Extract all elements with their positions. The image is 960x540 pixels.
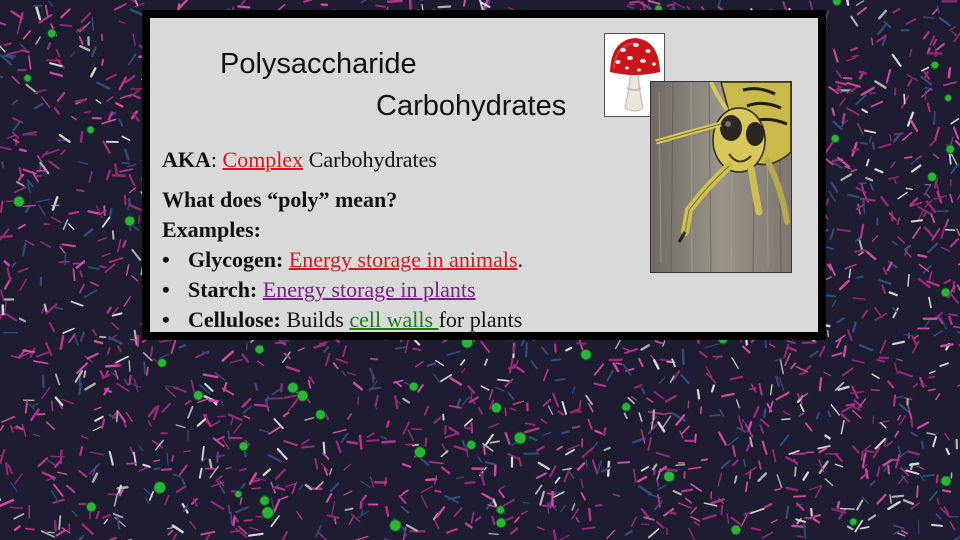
molecule-bond: [74, 269, 75, 280]
aka-colon: :: [210, 147, 223, 172]
molecule-bond: [547, 493, 555, 494]
molecule-bond: [795, 467, 796, 475]
molecule-bond: [102, 35, 103, 40]
molecule-bond: [794, 496, 806, 497]
molecule-bond: [65, 253, 66, 264]
aka-rest: Carbohydrates: [303, 147, 437, 172]
molecule-bond: [255, 405, 266, 406]
molecule-atom: [194, 391, 204, 401]
molecule-atom: [87, 126, 95, 134]
molecule-bond: [589, 509, 590, 520]
molecule-bond: [231, 512, 232, 524]
molecule-bond: [233, 518, 234, 526]
bullet-tail: for plants: [438, 307, 523, 332]
molecule-bond: [825, 295, 835, 296]
molecule-bond: [859, 183, 866, 184]
molecule-atom: [941, 288, 950, 297]
molecule-bond: [465, 482, 474, 483]
molecule-bond: [555, 345, 556, 352]
molecule-bond: [302, 446, 314, 447]
molecule-bond: [489, 534, 498, 535]
molecule-atom: [664, 471, 675, 482]
bullet-glyph: •: [162, 277, 170, 302]
molecule-atom: [154, 482, 166, 494]
molecule-bond: [954, 327, 960, 328]
molecule-bond: [183, 479, 185, 484]
molecule-bond: [79, 384, 81, 394]
molecule-bond: [2, 162, 3, 167]
molecule-bond: [281, 340, 288, 341]
molecule-bond: [949, 314, 957, 315]
molecule-bond: [108, 494, 120, 495]
molecule-atom: [235, 491, 242, 498]
molecule-atom: [945, 95, 952, 102]
molecule-bond: [596, 505, 602, 506]
molecule-bond: [100, 337, 105, 338]
molecule-bond: [941, 344, 952, 346]
molecule-bond: [348, 442, 357, 444]
bullet-highlight: cell walls: [349, 307, 439, 332]
molecule-bond: [844, 78, 852, 79]
molecule-bond: [698, 390, 699, 398]
bullet-term: Cellulose:: [188, 307, 281, 332]
molecule-bond: [505, 408, 506, 415]
bullet-term: Glycogen:: [188, 247, 284, 272]
molecule-bond: [226, 468, 231, 469]
molecule-bond: [668, 4, 675, 5]
molecule-bond: [125, 196, 126, 205]
molecule-bond: [84, 371, 85, 377]
molecule-bond: [787, 507, 789, 518]
molecule-bond: [702, 459, 707, 460]
molecule-bond: [604, 429, 605, 435]
molecule-bond: [0, 456, 2, 457]
molecule-bond: [162, 469, 171, 470]
poly-question: What does “poly” mean?: [162, 187, 398, 212]
molecule-atom: [125, 216, 135, 226]
molecule-atom: [581, 349, 592, 360]
molecule-bond: [912, 220, 922, 221]
molecule-bond: [360, 436, 361, 449]
molecule-bond: [210, 460, 212, 469]
molecule-bond: [20, 150, 26, 151]
molecule-bond: [61, 450, 62, 463]
aka-highlight: Complex: [222, 147, 304, 172]
molecule-bond: [610, 360, 622, 361]
molecule-bond: [764, 409, 765, 417]
molecule-bond: [324, 443, 325, 454]
molecule-bond: [106, 366, 120, 367]
molecule-bond: [857, 277, 862, 278]
molecule-bond: [676, 465, 684, 466]
molecule-bond: [59, 516, 60, 529]
molecule-bond: [244, 520, 252, 521]
molecule-bond: [206, 414, 207, 422]
molecule-bond: [905, 157, 912, 158]
molecule-bond: [117, 517, 119, 529]
molecule-bond: [129, 376, 130, 385]
molecule-atom: [255, 345, 264, 354]
molecule-bond: [52, 401, 53, 411]
molecule-bond: [10, 507, 22, 508]
bullet-term: Starch:: [188, 277, 258, 302]
molecule-bond: [750, 388, 756, 389]
molecule-bond: [514, 343, 515, 352]
slide-title-line-1: Polysaccharide: [220, 48, 417, 80]
molecule-bond: [238, 6, 249, 7]
molecule-bond: [426, 479, 436, 480]
molecule-atom: [928, 172, 937, 181]
molecule-bond: [792, 454, 805, 455]
molecule-atom: [316, 410, 326, 420]
molecule-bond: [828, 331, 829, 337]
molecule-bond: [586, 460, 587, 466]
molecule-bond: [252, 488, 260, 489]
molecule-bond: [924, 17, 934, 18]
molecule-bond: [498, 380, 509, 381]
molecule-atom: [24, 74, 32, 82]
molecule-bond: [60, 25, 71, 26]
molecule-bond: [144, 362, 145, 374]
molecule-atom: [390, 520, 402, 532]
molecule-bond: [919, 255, 927, 257]
molecule-bond: [910, 464, 918, 465]
molecule-bond: [43, 376, 44, 387]
bullet-highlight: Energy storage in plants: [262, 277, 476, 302]
molecule-bond: [387, 421, 388, 426]
molecule-atom: [497, 506, 505, 514]
molecule-bond: [172, 456, 173, 461]
molecule-bond: [122, 163, 129, 164]
molecule-bond: [843, 114, 844, 123]
molecule-bond: [949, 68, 950, 77]
molecule-bond: [491, 441, 500, 442]
molecule-bond: [84, 112, 90, 113]
molecule-bond: [245, 450, 246, 456]
bullet-glycogen: [162, 245, 523, 275]
molecule-atom: [491, 403, 501, 413]
molecule-bond: [413, 349, 420, 350]
molecule-bond: [155, 468, 160, 469]
molecule-bond: [838, 502, 839, 507]
molecule-bond: [844, 346, 846, 356]
molecule-bond: [840, 509, 854, 510]
molecule-bond: [642, 524, 649, 525]
molecule-bond: [426, 439, 427, 446]
molecule-bond: [102, 60, 103, 65]
molecule-bond: [860, 143, 866, 144]
molecule-bond: [917, 486, 918, 497]
molecule-atom: [946, 145, 955, 154]
molecule-bond: [862, 454, 863, 460]
molecule-bond: [888, 466, 889, 474]
molecule-atom: [288, 382, 299, 393]
molecule-bond: [873, 143, 874, 149]
molecule-bond: [937, 475, 938, 482]
molecule-bond: [240, 469, 246, 470]
bullet-starch: [162, 275, 476, 305]
molecule-atom: [48, 29, 57, 38]
molecule-atom: [14, 196, 25, 207]
molecule-bond: [376, 6, 385, 7]
molecule-bond: [439, 7, 451, 8]
molecule-bond: [653, 410, 654, 419]
molecule-bond: [946, 230, 955, 231]
molecule-atom: [158, 359, 167, 368]
molecule-bond: [782, 419, 790, 420]
molecule-bond: [833, 109, 835, 115]
molecule-bond: [710, 415, 720, 416]
molecule-bond: [932, 525, 942, 526]
molecule-bond: [803, 342, 816, 343]
molecule-bond: [695, 435, 696, 442]
bullet-glyph: •: [162, 247, 170, 272]
molecule-bond: [852, 149, 858, 150]
examples-label: Examples:: [162, 217, 261, 242]
molecule-bond: [77, 190, 84, 191]
molecule-bond: [117, 411, 118, 421]
molecule-bond: [548, 504, 549, 513]
molecule-bond: [628, 4, 635, 5]
molecule-bond: [26, 529, 34, 530]
molecule-bond: [445, 426, 446, 433]
molecule-bond: [139, 216, 140, 223]
molecule-bond: [577, 343, 585, 344]
molecule-atom: [414, 447, 425, 458]
molecule-bond: [934, 112, 935, 124]
molecule-bond: [6, 463, 7, 474]
bullet-highlight: Energy storage in animals: [288, 247, 518, 272]
molecule-atom: [86, 502, 96, 512]
molecule-bond: [210, 400, 218, 401]
molecule-bond: [860, 72, 866, 74]
molecule-bond: [367, 440, 378, 441]
molecule-bond: [493, 517, 495, 524]
molecule-bond: [863, 200, 864, 213]
molecule-bond: [81, 132, 82, 142]
molecule-bond: [113, 231, 114, 239]
molecule-bond: [943, 490, 951, 491]
molecule-bond: [722, 506, 723, 515]
molecule-bond: [688, 401, 689, 408]
molecule-bond: [129, 361, 130, 371]
molecule-bond: [873, 416, 874, 423]
molecule-atom: [467, 440, 476, 449]
molecule-bond: [573, 427, 580, 428]
molecule-bond: [76, 100, 85, 102]
molecule-bond: [383, 441, 395, 442]
molecule-atom: [514, 432, 526, 444]
molecule-atom: [850, 518, 858, 526]
molecule-bond: [892, 496, 903, 497]
molecule-bond: [682, 490, 692, 492]
molecule-bond: [59, 262, 69, 263]
molecule-bond: [792, 526, 804, 527]
molecule-atom: [262, 507, 274, 519]
molecule-bond: [55, 521, 56, 531]
molecule-bond: [652, 422, 653, 429]
molecule-bond: [896, 397, 903, 398]
molecule-bond: [661, 360, 670, 361]
molecule-bond: [811, 509, 812, 516]
molecule-bond: [184, 451, 190, 452]
molecule-bond: [115, 164, 117, 175]
molecule-bond: [464, 0, 465, 6]
molecule-bond: [798, 536, 803, 537]
molecule-bond: [100, 266, 105, 267]
molecule-bond: [894, 395, 895, 406]
molecule-bond: [949, 516, 958, 517]
molecule-atom: [409, 382, 418, 391]
grasshopper-photo: [651, 82, 791, 272]
molecule-bond: [684, 472, 685, 478]
bullet-glyph: •: [162, 307, 170, 332]
bullet-cellulose: [162, 305, 522, 332]
aka-line: [162, 145, 437, 175]
molecule-atom: [496, 518, 506, 528]
molecule-atom: [260, 496, 270, 506]
molecule-bond: [526, 343, 527, 356]
molecule-bond: [147, 367, 148, 375]
aka-label: AKA: [162, 147, 211, 172]
molecule-bond: [5, 44, 11, 46]
slide-title-line-2: Carbohydrates: [376, 90, 567, 122]
molecule-bond: [630, 2, 638, 3]
molecule-bond: [151, 347, 152, 356]
molecule-atom: [941, 476, 951, 486]
molecule-bond: [45, 305, 47, 311]
molecule-bond: [362, 510, 363, 515]
molecule-bond: [412, 429, 422, 430]
molecule-bond: [552, 359, 561, 360]
molecule-bond: [435, 491, 440, 492]
molecule-bond: [388, 1, 401, 2]
grasshopper-image: [650, 81, 792, 273]
molecule-bond: [683, 350, 684, 364]
molecule-atom: [731, 525, 741, 535]
molecule-atom: [833, 0, 842, 6]
molecule-bond: [950, 153, 951, 164]
molecule-atom: [297, 390, 308, 401]
molecule-bond: [4, 56, 15, 57]
molecule-bond: [471, 393, 472, 399]
bullet-tail: .: [517, 247, 524, 272]
molecule-bond: [229, 505, 230, 513]
molecule-bond: [670, 513, 676, 514]
molecule-bond: [371, 359, 377, 360]
molecule-atom: [931, 61, 939, 69]
bullet-pre: Builds: [280, 307, 350, 332]
molecule-atom: [622, 403, 631, 412]
molecule-bond: [618, 462, 629, 463]
molecule-bond: [929, 377, 934, 378]
molecule-bond: [701, 407, 702, 414]
molecule-atom: [239, 442, 248, 451]
molecule-bond: [130, 340, 137, 341]
molecule-atom: [831, 135, 839, 143]
molecule-bond: [555, 379, 565, 380]
molecule-bond: [820, 378, 821, 390]
molecule-bond: [410, 0, 411, 8]
molecule-bond: [523, 502, 529, 503]
molecule-bond: [110, 209, 111, 215]
molecule-bond: [904, 95, 905, 104]
